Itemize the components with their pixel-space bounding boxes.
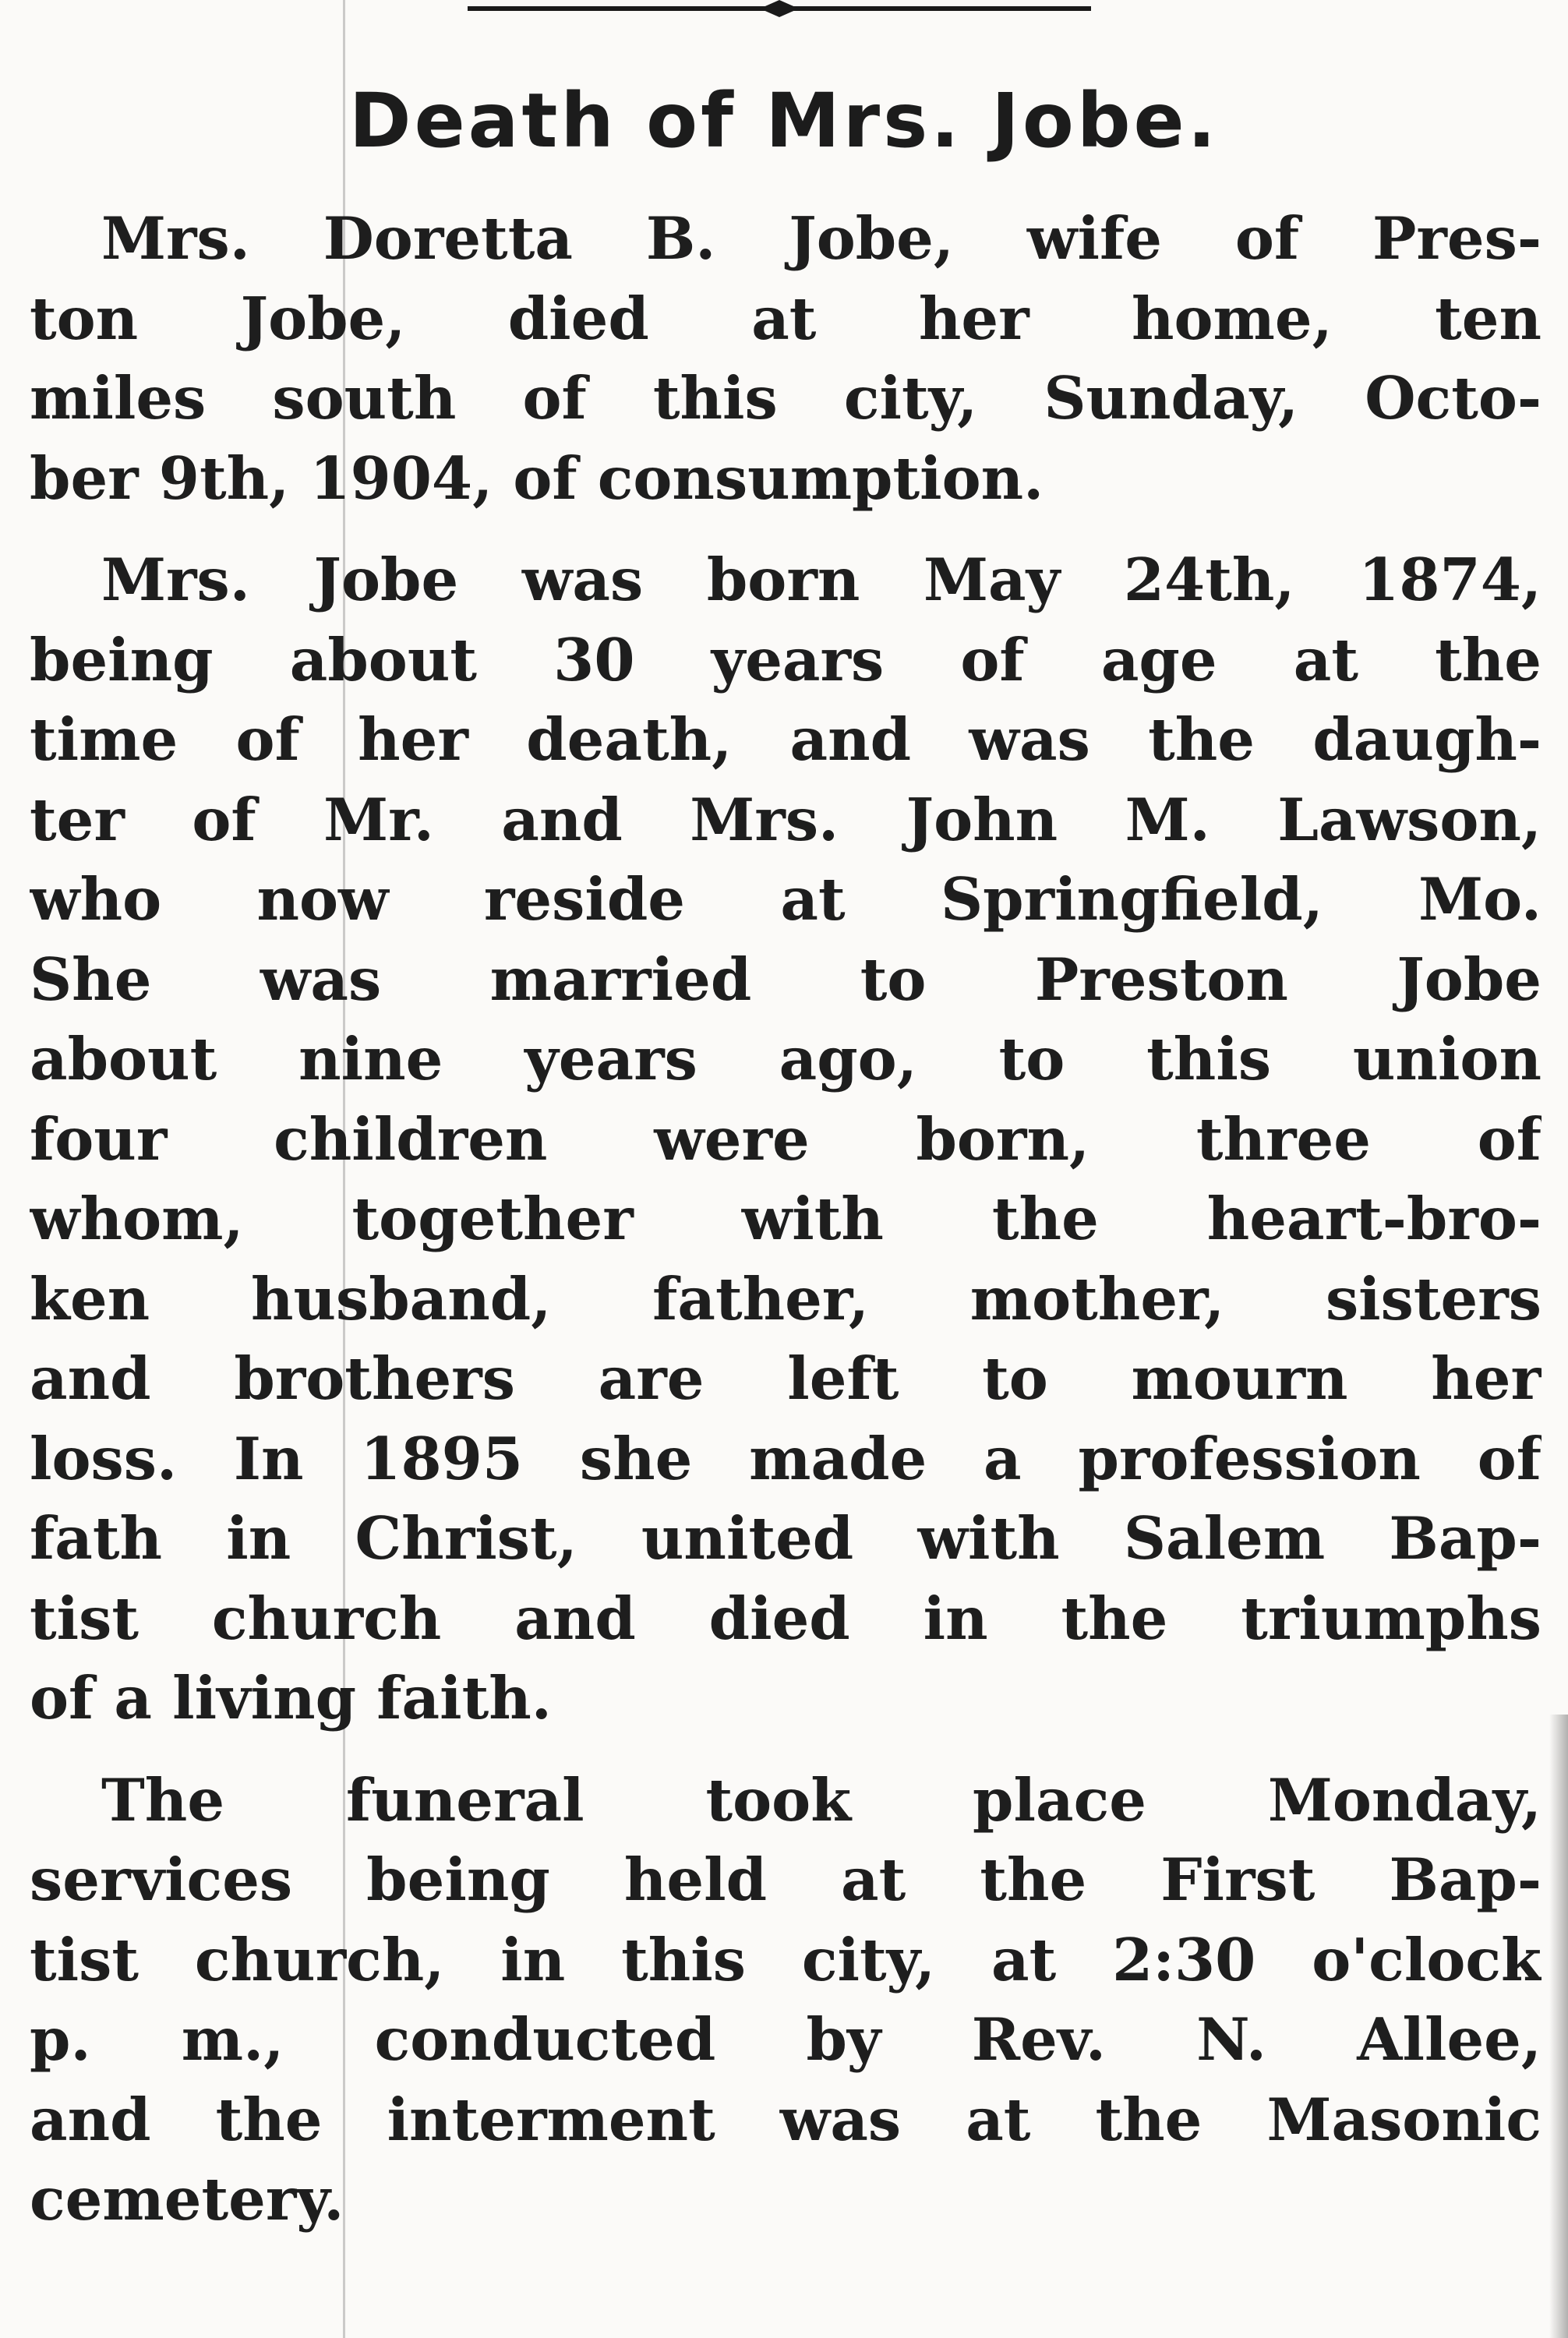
text-line: Mrs. Doretta B. Jobe, wife of Pres- <box>101 204 1542 273</box>
text-line: who now reside at Springfield, Mo. <box>30 865 1542 934</box>
text-line: about nine years ago, to this union <box>30 1025 1542 1093</box>
paragraph-2 <box>30 540 1542 1739</box>
text-line: fath in Christ, united with Salem Bap- <box>30 1504 1542 1573</box>
text-line: ken husband, father, mother, sisters <box>30 1264 1542 1333</box>
text-line: miles south of this city, Sunday, Octo- <box>30 364 1542 433</box>
article-body <box>30 199 1542 2240</box>
torn-edge <box>1549 1715 1568 2338</box>
text-line: services being held at the First Bap- <box>30 1845 1542 1914</box>
text-line: The funeral took place Monday, <box>101 1765 1542 1835</box>
text-line: tist church, in this city, at 2:30 o'clock <box>30 1925 1542 1994</box>
text-line: of a living faith. <box>30 1664 552 1732</box>
paragraph-3 <box>30 1761 1542 2240</box>
rule-ornament <box>760 0 799 17</box>
text-line: and the interment was at the Masonic <box>30 2085 1542 2154</box>
text-line: being about 30 years of age at the <box>30 625 1542 694</box>
text-line: loss. In 1895 she made a profession of <box>30 1424 1542 1493</box>
text-line: whom, together with the heart-bro- <box>30 1185 1542 1253</box>
paragraph-gap <box>30 518 1542 540</box>
text-line: ter of Mr. and Mrs. John M. Lawson, <box>30 785 1542 854</box>
headline: Death of Mrs. Jobe. <box>348 77 1220 164</box>
text-line: p. m., conducted by Rev. N. Allee, <box>30 2005 1542 2074</box>
text-line: cemetery. <box>30 2165 344 2234</box>
text-line: She was married to Preston Jobe <box>30 945 1542 1014</box>
paragraph-gap <box>30 1739 1542 1761</box>
text-line: time of her death, and was the daugh- <box>30 705 1542 774</box>
text-line: ber 9th, 1904, of consumption. <box>30 443 1044 513</box>
paragraph-1 <box>30 199 1542 518</box>
text-line: ton Jobe, died at her home, ten <box>30 284 1542 353</box>
text-line: and brothers are left to mourn her <box>30 1344 1542 1413</box>
text-line: four children were born, three of <box>30 1104 1542 1174</box>
text-line: tist church and died in the triumphs <box>30 1584 1542 1653</box>
text-line: Mrs. Jobe was born May 24th, 1874, <box>101 546 1542 614</box>
